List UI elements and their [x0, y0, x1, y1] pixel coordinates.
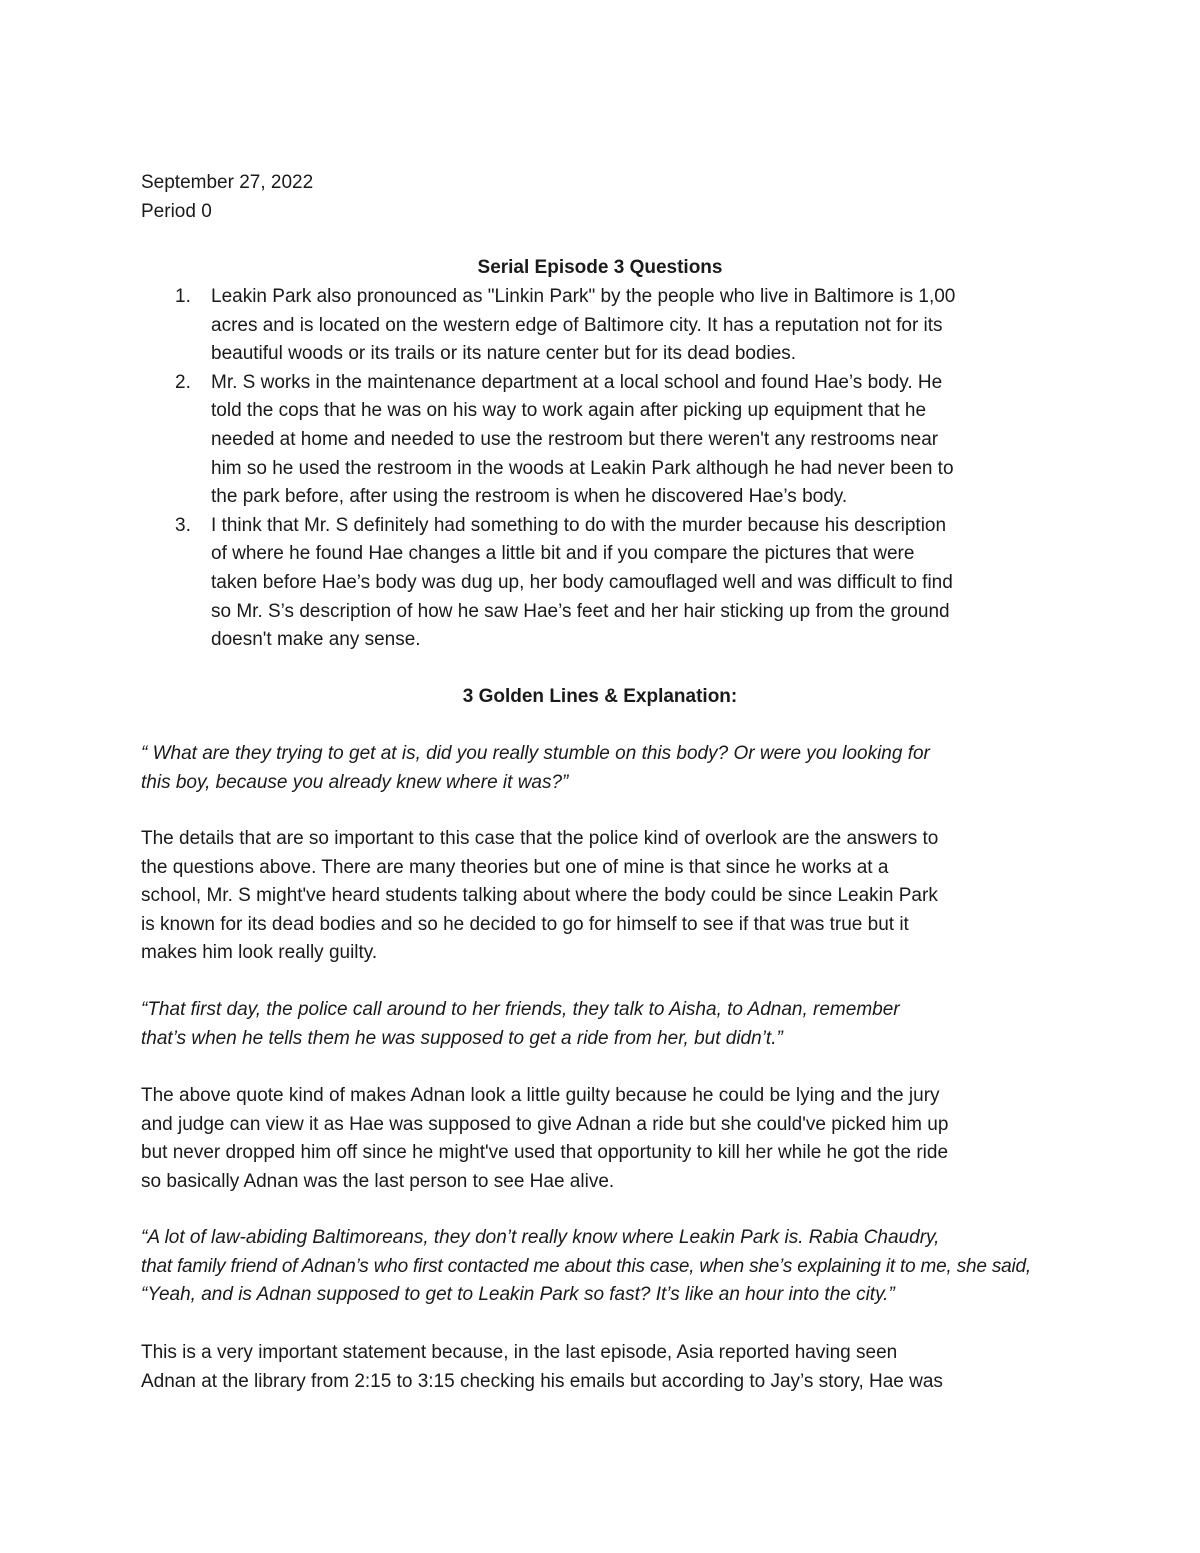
explanation-line: is known for its dead bodies and so he decided to go for himself to see if that was true but it	[141, 913, 909, 935]
question-item	[141, 283, 1141, 369]
golden-explanation	[141, 825, 1181, 968]
questions-list	[141, 283, 1141, 655]
question-text-line: taken before Hae’s body was dug up, her body camouflaged well and was difficult to find	[211, 571, 953, 593]
question-text-line: Mr. S works in the maintenance department at a local school and found Hae’s body. He	[211, 371, 943, 393]
explanation-line: This is a very important statement because, in the last episode, Asia reported having seen	[141, 1342, 898, 1363]
golden-quote	[141, 1224, 1196, 1310]
quote-line: “ What are they trying to get at is, did you really stumble on this body? Or were you looking for	[141, 743, 930, 764]
golden-quote	[141, 996, 1181, 1053]
quote-line: “Yeah, and is Adnan supposed to get to Leakin Park so fast? It’s like an hour into the city.”	[141, 1284, 895, 1306]
question-text-line: the park before, after using the restroom is when he discovered Hae’s body.	[211, 486, 848, 508]
explanation-line: school, Mr. S might've heard students talking about where the body could be since Leakin Park	[141, 885, 938, 907]
date-line: September 27, 2022	[141, 172, 314, 193]
question-number: 3.	[175, 514, 191, 536]
explanation-line: and judge can view it as Hae was supposed to give Adnan a ride but she could've picked him up	[141, 1113, 949, 1135]
quote-line: “That first day, the police call around to her friends, they talk to Aisha, to Adnan, remember	[141, 999, 900, 1020]
question-item	[141, 369, 1141, 512]
question-text-line: of where he found Hae changes a little bit and if you compare the pictures that were	[211, 543, 915, 565]
question-text-line: beautiful woods or its trails or its nature center but for its dead bodies.	[211, 343, 797, 365]
question-number: 2.	[175, 371, 191, 393]
quote-line: this boy, because you already knew where it was?”	[141, 771, 569, 793]
golden-quote	[141, 740, 1181, 797]
quote-line: that family friend of Adnan’s who first contacted me about this case, when she’s explaining it to me, she said,	[141, 1255, 1031, 1277]
explanation-line: The above quote kind of makes Adnan look a little guilty because he could be lying and the jury	[141, 1085, 940, 1106]
question-text-line: Leakin Park also pronounced as "Linkin Park" by the people who live in Baltimore is 1,00	[211, 286, 956, 307]
questions-heading: Serial Episode 3 Questions	[477, 257, 723, 278]
question-text-line: I think that Mr. S definitely had something to do with the murder because his description	[211, 514, 947, 536]
explanation-line: so basically Adnan was the last person to see Hae alive.	[141, 1170, 615, 1192]
question-item	[141, 512, 1141, 655]
golden-explanation	[141, 1339, 1181, 1396]
question-text-line: needed at home and needed to use the restroom but there weren't any restrooms near	[211, 428, 939, 450]
document-header	[141, 169, 1181, 226]
golden-lines-heading: 3 Golden Lines & Explanation:	[462, 686, 738, 707]
quote-line: that’s when he tells them he was supposed to get a ride from her, but didn’t.”	[141, 1027, 783, 1049]
question-text-line: told the cops that he was on his way to work again after picking up equipment that he	[211, 400, 927, 422]
explanation-line: makes him look really guilty.	[141, 942, 378, 964]
explanation-line: The details that are so important to this case that the police kind of overlook are the answers to	[141, 828, 939, 849]
question-text-line: so Mr. S’s description of how he saw Hae’s feet and her hair sticking up from the ground	[211, 600, 950, 622]
question-text-line: doesn't make any sense.	[211, 629, 421, 651]
question-number: 1.	[175, 286, 191, 307]
explanation-line: but never dropped him off since he might've used that opportunity to kill her while he got the ride	[141, 1142, 949, 1164]
period-line: Period 0	[141, 200, 212, 222]
question-text-line: him so he used the restroom in the woods at Leakin Park although he had never been to	[211, 457, 954, 479]
golden-explanation	[141, 1082, 1181, 1196]
question-text-line: acres and is located on the western edge of Baltimore city. It has a reputation not for its	[211, 314, 943, 336]
explanation-line: the questions above. There are many theories but one of mine is that since he works at a	[141, 856, 889, 878]
quote-line: “A lot of law-abiding Baltimoreans, they don’t really know where Leakin Park is. Rabia Chaudry,	[141, 1227, 940, 1248]
explanation-line: Adnan at the library from 2:15 to 3:15 checking his emails but according to Jay’s story, Hae was	[141, 1370, 943, 1392]
